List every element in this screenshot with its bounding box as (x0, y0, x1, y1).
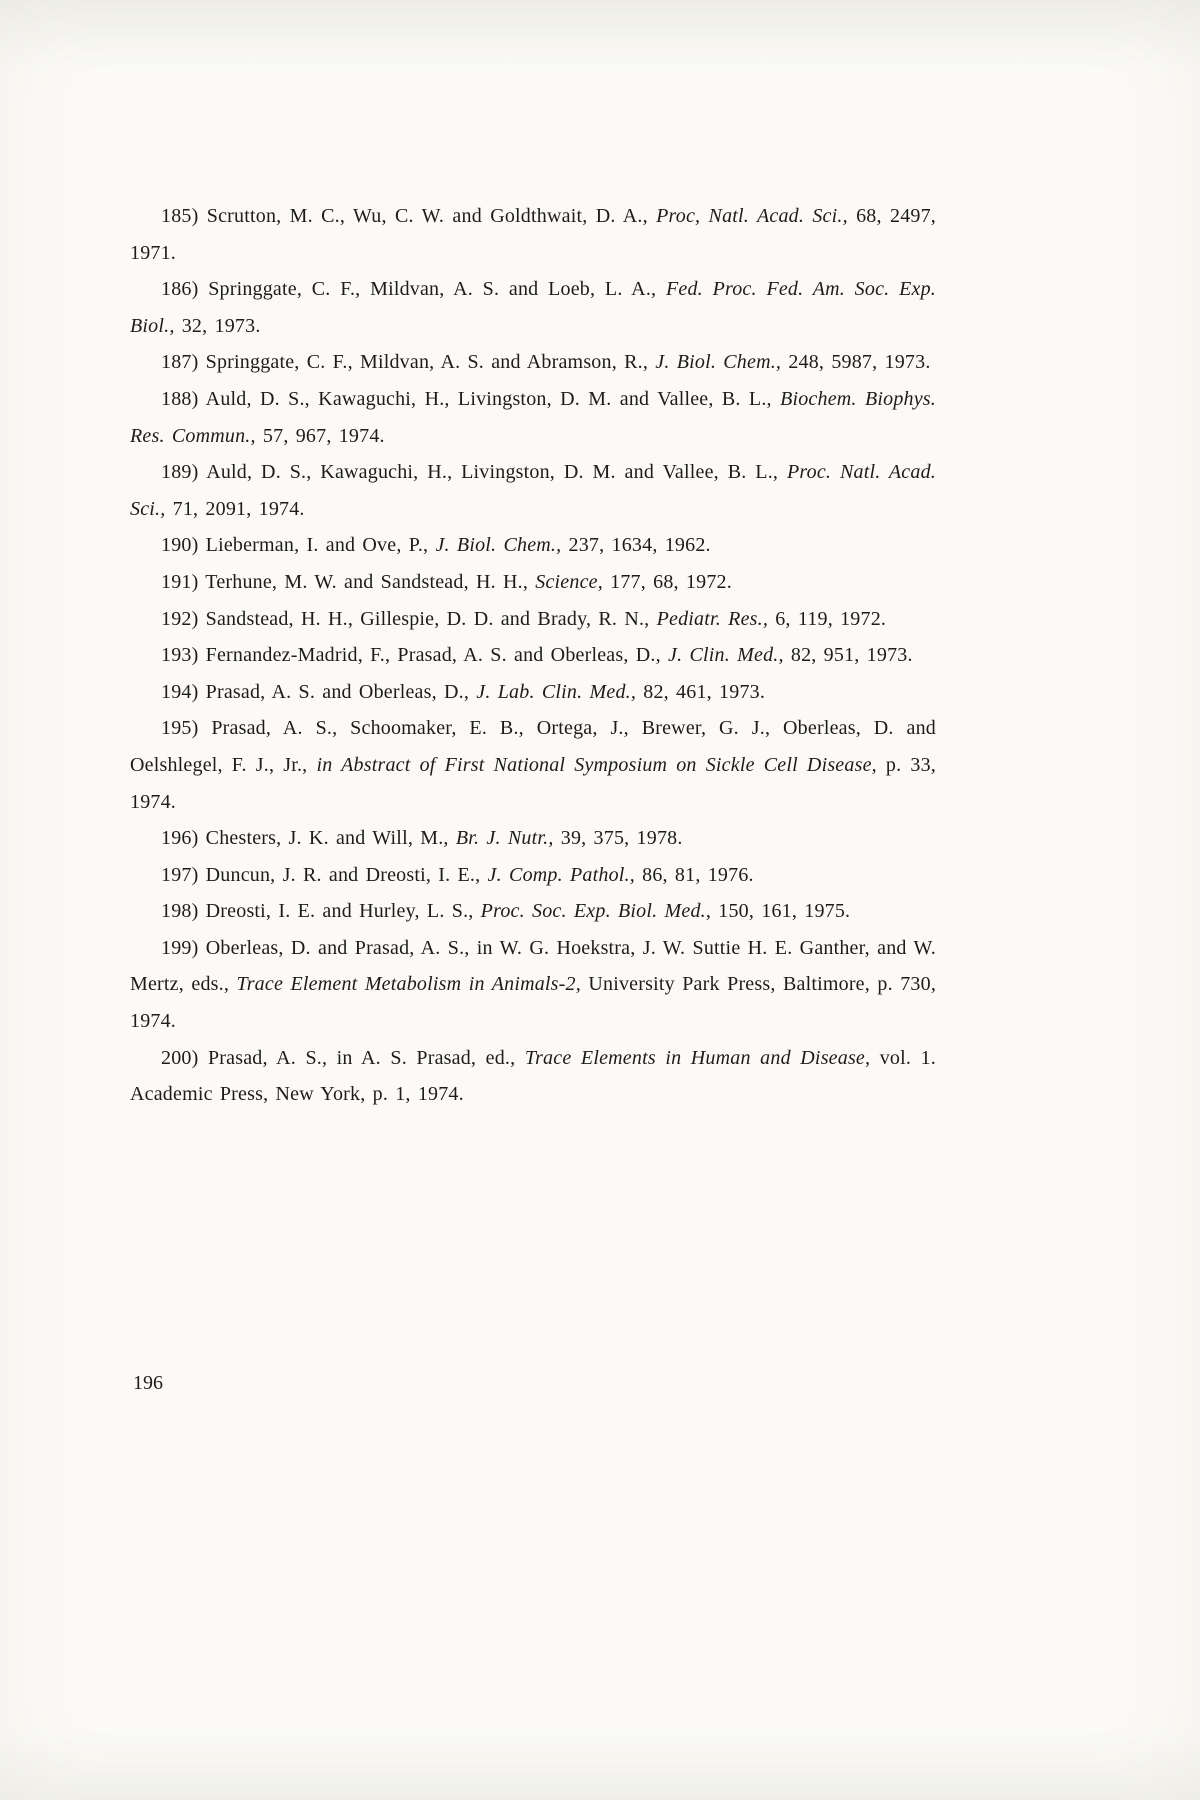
reference-journal-title: J. Comp. Pathol., (487, 863, 635, 886)
reference-list (130, 198, 936, 1113)
reference-text: 186) Springgate, C. F., Mildvan, A. S. and Loeb, L. A., (161, 278, 666, 301)
reference-entry (130, 601, 936, 638)
reference-journal-title: J. Biol. Chem., (655, 351, 782, 374)
reference-text: 177, 68, 1972. (602, 570, 732, 593)
reference-journal-title: J. Lab. Clin. Med., (476, 680, 637, 703)
page-number: 196 (133, 1372, 163, 1394)
reference-journal-title: Biochem. Biophys. Res. Commun., (130, 387, 936, 447)
reference-text: 32, 1973. (174, 314, 261, 337)
reference-text: 57, 967, 1974. (255, 424, 385, 447)
reference-entry (130, 857, 936, 894)
reference-text: 200) Prasad, A. S., in A. S. Prasad, ed., (161, 1046, 525, 1069)
reference-text: 199) Oberleas, D. and Prasad, A. S., in W. G. Hoekstra, J. W. Suttie H. E. Ganther, and W. Mertz, eds., (130, 936, 936, 996)
reference-text: 185) Scrutton, M. C., Wu, C. W. and Goldthwait, D. A., (161, 205, 657, 227)
reference-text: 150, 161, 1975. (711, 900, 851, 923)
reference-entry (130, 930, 936, 1040)
reference-text: 197) Duncun, J. R. and Dreosti, I. E., (161, 863, 488, 886)
reference-journal-title: Trace Elements in Human and Disease, (524, 1046, 871, 1069)
reference-entry (130, 820, 936, 857)
reference-entry (130, 637, 936, 674)
reference-journal-title: Proc. Natl. Acad. Sci., (130, 461, 936, 520)
reference-text: 6, 119, 1972. (768, 607, 887, 630)
reference-entry (130, 381, 936, 454)
reference-text: 39, 375, 1978. (553, 827, 683, 850)
reference-text: 82, 461, 1973. (636, 680, 766, 703)
reference-entry (130, 893, 936, 930)
reference-text: 196) Chesters, J. K. and Will, M., (161, 827, 456, 850)
reference-journal-title: Br. J. Nutr., (455, 827, 554, 850)
reference-journal-title: J. Biol. Chem., (435, 534, 562, 557)
reference-text: 193) Fernandez-Madrid, F., Prasad, A. S. and Oberleas, D., (161, 644, 668, 667)
reference-entry (130, 564, 936, 601)
reference-text: University Park Press, Baltimore, p. 730, 1974. (130, 973, 937, 1033)
reference-journal-title: Proc. Soc. Exp. Biol. Med., (480, 900, 712, 923)
reference-journal-title: Science, (535, 570, 603, 593)
reference-text: 68, 2497, 1971. (130, 205, 936, 264)
reference-journal-title: Trace Element Metabolism in Animals-2, (236, 973, 581, 996)
reference-text: 187) Springgate, C. F., Mildvan, A. S. and Abramson, R., (161, 351, 656, 374)
reference-journal-title: Proc, Natl. Acad. Sci., (656, 205, 848, 227)
reference-journal-title: in Abstract of First National Symposium on Sickle Cell Disease, (316, 753, 877, 776)
reference-entry (130, 527, 936, 564)
reference-entry (130, 454, 936, 527)
reference-text: 189) Auld, D. S., Kawaguchi, H., Livingston, D. M. and Vallee, B. L., (161, 461, 787, 484)
reference-journal-title: J. Clin. Med., (668, 644, 784, 667)
reference-text: 237, 1634, 1962. (561, 534, 711, 557)
reference-entry (130, 710, 936, 820)
reference-text: 198) Dreosti, I. E. and Hurley, L. S., (161, 900, 481, 923)
reference-entry (130, 344, 936, 381)
reference-text: 194) Prasad, A. S. and Oberleas, D., (161, 680, 477, 703)
reference-text: 248, 5987, 1973. (781, 351, 931, 374)
reference-text: 86, 81, 1976. (634, 863, 754, 886)
reference-entry (130, 271, 936, 344)
reference-text: 190) Lieberman, I. and Ove, P., (161, 534, 436, 557)
reference-journal-title: Fed. Proc. Fed. Am. Soc. Exp. Biol., (130, 278, 936, 337)
reference-text: vol. 1. Academic Press, New York, p. 1, 1974. (130, 1046, 936, 1106)
reference-text: 71, 2091, 1974. (165, 497, 305, 520)
reference-text: 192) Sandstead, H. H., Gillespie, D. D. and Brady, R. N., (161, 607, 657, 630)
reference-entry (130, 1040, 936, 1113)
reference-text: p. 33, 1974. (130, 753, 937, 813)
reference-entry (130, 674, 936, 711)
reference-text: 195) Prasad, A. S., Schoomaker, E. B., Ortega, J., Brewer, G. J., Oberleas, D. and Oelshlegel, F. J., Jr., (130, 717, 936, 776)
reference-entry (130, 198, 936, 271)
reference-text: 191) Terhune, M. W. and Sandstead, H. H., (161, 570, 536, 593)
reference-journal-title: Pediatr. Res., (656, 607, 769, 630)
reference-text: 82, 951, 1973. (783, 644, 913, 667)
reference-text: 188) Auld, D. S., Kawaguchi, H., Livingston, D. M. and Vallee, B. L., (161, 387, 781, 410)
